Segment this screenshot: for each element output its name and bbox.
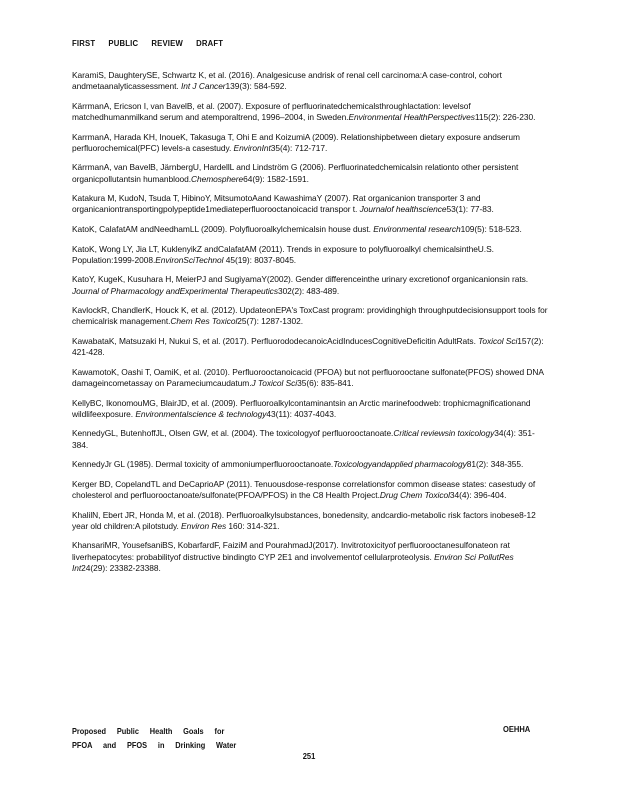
reference-entry: KennedyGL, ButenhoffJL, Olsen GW, et al. (2004). The toxicologyof perfluorooctanoate.Critical reviewsin toxicology34(4): 351-384. bbox=[72, 428, 535, 450]
reference-entry: KawamotoK, Oashi T, OamiK, et al. (2010). Perfluorooctanoicacid (PFOA) but not perfluorooctane sulfonate(PFOS) showed DNA damageincometassay on Parameciumcaudatum.J Toxicol Sci35(6): 835-841. bbox=[72, 366, 544, 388]
footer-title-line: Proposed Public Health Goals for bbox=[72, 726, 225, 736]
reference-entry: KhalilN, Ebert JR, Honda M, et al. (2018). Perfluoroalkylsubstances, bonedensity, andcardio-metabolic risk factors inobese8-12 year old children:A pilotstudy. Environ Res 160: 314-321. bbox=[72, 509, 536, 531]
page-number: 251 bbox=[302, 751, 316, 761]
reference-entry: Kerger BD, CopelandTL and DeCaprioAP (2011). Tenuousdose-response correlationsfor common disease states: casestudy of cholesterol and perfluorooctanoate/sulfonate(PFOA/PFOS) in the C8 Health Project.Drug Chem Toxicol34(4): 396-404. bbox=[72, 478, 536, 500]
reference-entry: KärrmanA, Ericson I, van BavelB, et al. (2007). Exposure of perfluorinatedchemicalsthroughlactation: levelsof matchedhumanmilkand serum and atemporaltrend, 1996–2004, in Sweden.Environmental HealthPerspectives115(2): 226-230. bbox=[72, 100, 536, 122]
footer-title-line: PFOA and PFOS in Drinking Water bbox=[72, 740, 237, 750]
page-header: FIRST PUBLIC REVIEW DRAFT bbox=[72, 38, 224, 48]
reference-entry: Katakura M, KudoN, Tsuda T, HibinoY, MitsumotoAand KawashimaY (2007). Rat organicanion transporter 3 and organicaniontransportingpolypeptide1mediateperfluorooctanoicacid transpor t. Journalof healthscience53(1): 77-83. bbox=[72, 193, 494, 215]
reference-entry: KarrmanA, Harada KH, InoueK, Takasuga T, Ohi E and KoizumiA (2009). Relationshipbetween dietary exposure andserum perfluorochemical(PFC) levels-a casestudy. EnvironInt35(4): 712-717. bbox=[72, 131, 520, 153]
reference-entry: KhansariMR, YousefsaniBS, KobarfardF, FaiziM and PourahmadJ(2017). Invitrotoxicityof perfluorooctanesulfonateon rat liverhepatocytes: probabilityof distructive bindingto CYP 2E1 and involvementof cellularproteolysis. Environ Sci PollutRes Int24(29): 23382-23388. bbox=[72, 540, 514, 573]
reference-list bbox=[72, 70, 550, 582]
reference-entry: KaramiS, DaughterySE, Schwartz K, et al. (2016). Analgesicuse andrisk of renal cell carcinoma:A case-control, cohort andmetaanalyticassessment. Int J Cancer139(3): 584-592. bbox=[72, 70, 502, 92]
reference-entry: KellyBC, IkonomouMG, BlairJD, et al. (2009). Perfluoroalkylcontaminantsin an Arctic marinefoodweb: trophicmagnificationand wildlifeexposure. Environmentalscience & technology43(11): 4037-4043. bbox=[72, 397, 531, 419]
reference-entry: KatoY, KugeK, Kusuhara H, MeierPJ and SugiyamaY(2002). Gender differenceinthe urinary excretionof organicanionsin rats. Journal of Pharmacology andExperimental Therapeutics302(2): 483-489. bbox=[72, 274, 529, 296]
reference-entry: KennedyJr GL (1985). Dermal toxicity of ammoniumperfluorooctanoate.Toxicologyandapplied pharmacology81(2): 348-355. bbox=[72, 459, 524, 470]
reference-entry: KavlockR, ChandlerK, Houck K, et al. (2012). UpdateonEPA's ToxCast program: providinghigh throughputdecisionsupport tools for chemicalrisk management.Chem Res Toxicol25(7): 1287-1302. bbox=[72, 305, 548, 327]
reference-entry: KatoK, Wong LY, Jia LT, KuklenyikZ andCalafatAM (2011). Trends in exposure to polyfluoroalkyl chemicalsintheU.S. Population:1999-2008.EnvironSciTechnol 45(19): 8037-8045. bbox=[72, 243, 494, 265]
reference-entry: KärrmanA, van BavelB, JärnbergU, HardellL and Lindström G (2006). Perfluorinatedchemicalsin relationto other persistent organicpollutantsin humanblood.Chemosphere64(9): 1582-1591. bbox=[72, 162, 519, 184]
reference-entry: KawabataK, Matsuzaki H, Nukui S, et al. (2017). PerfluorododecanoicAcidInducesCognitiveDeficitin AdultRats. Toxicol Sci157(2): 421-428. bbox=[72, 335, 544, 358]
footer-agency: OEHHA bbox=[503, 724, 531, 734]
footer-document-title bbox=[72, 724, 236, 752]
reference-entry: KatoK, CalafatAM andNeedhamLL (2009). Polyfluoroalkylchemicalsin house dust. Environmental research109(5): 518-523. bbox=[72, 223, 522, 234]
